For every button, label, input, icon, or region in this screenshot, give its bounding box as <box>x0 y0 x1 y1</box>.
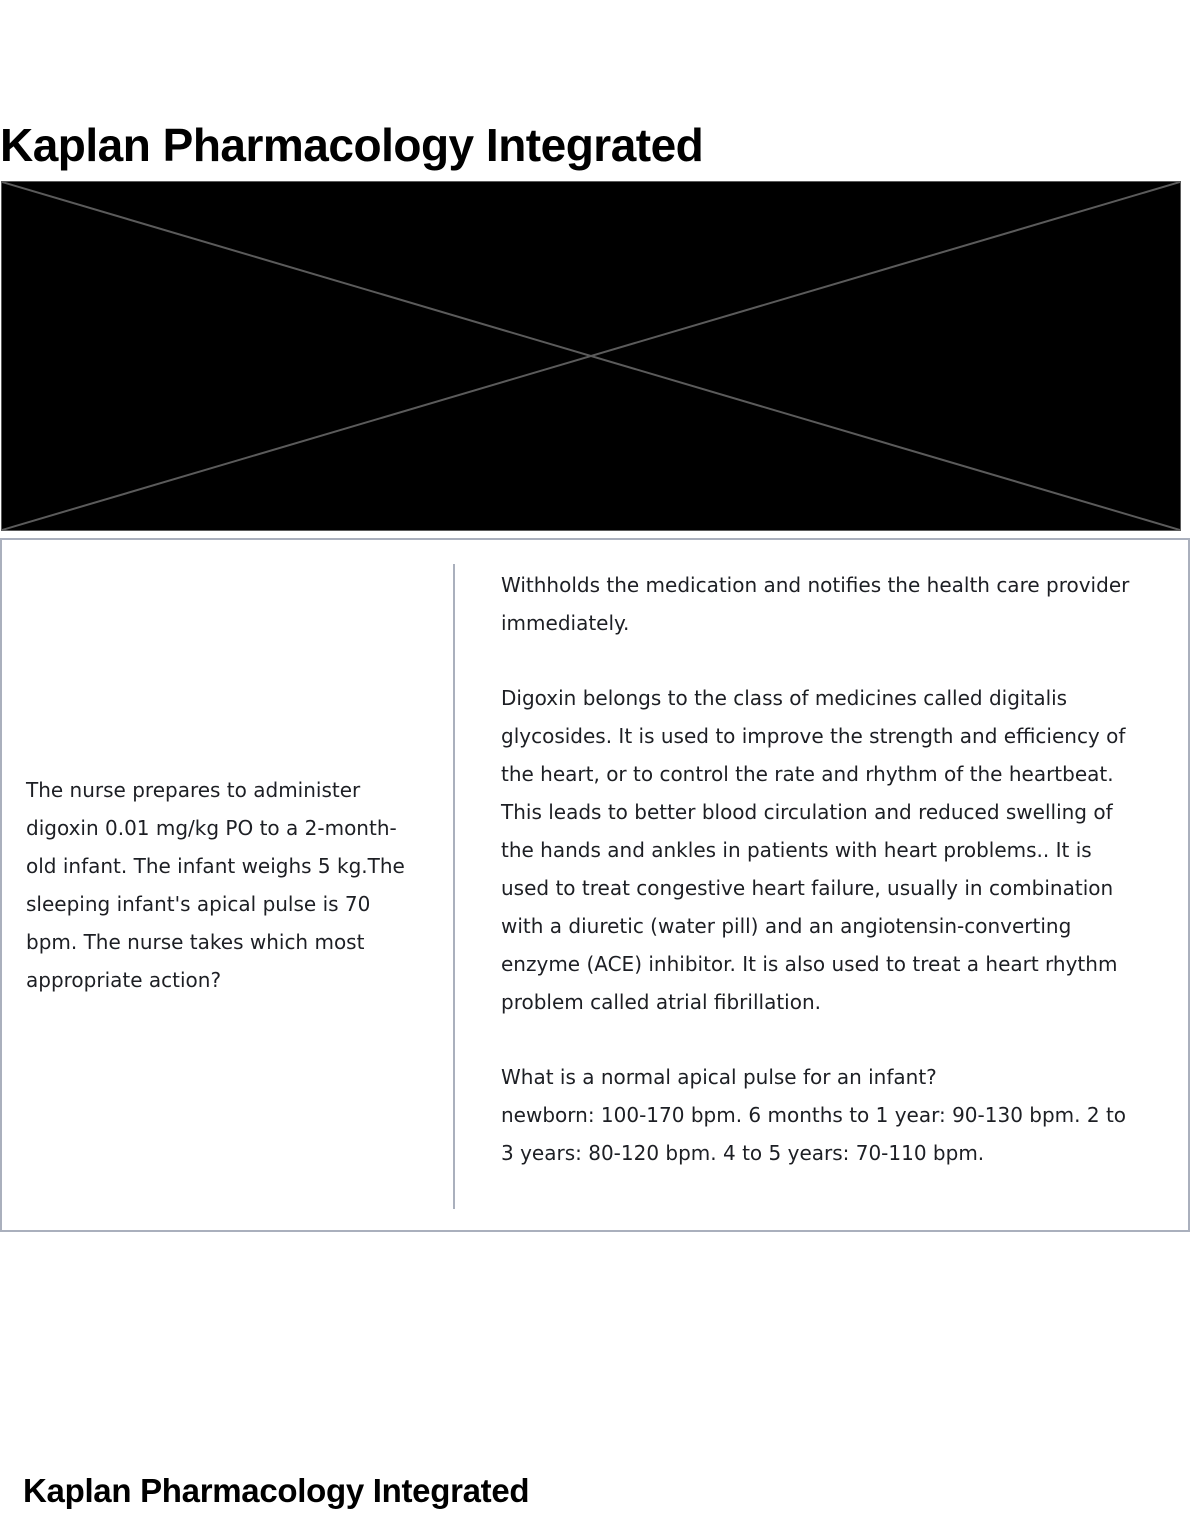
followup-answer: newborn: 100-170 bpm. 6 months to 1 year: 90-130 bpm. 2 to 3 years: 80-120 bpm. 4 to 5 years: 70-110 bpm. <box>501 1103 1127 1165</box>
image-placeholder <box>1 181 1181 531</box>
flashcard[interactable] <box>0 538 1190 1232</box>
column-divider <box>453 564 455 1209</box>
followup-question: What is a normal apical pulse for an infant? <box>501 1065 937 1089</box>
answer-text: Withholds the medication and notifies the health care provider immediately. <box>501 573 1130 635</box>
broken-image-icon <box>2 182 1180 530</box>
question-text: The nurse prepares to administer digoxin 0.01 mg/kg PO to a 2-month-old infant. The infant weighs 5 kg.The sleeping infant's apical pulse is 70 bpm. The nurse takes which most appropriate action? <box>26 778 405 992</box>
followup-block <box>501 1058 1141 1172</box>
answer-column <box>501 566 1141 1172</box>
question-column <box>26 540 426 1230</box>
explanation-text: Digoxin belongs to the class of medicines called digitalis glycosides. It is used to improve the strength and efficiency of the heart, or to control the rate and rhythm of the heartbeat. This leads to better blood circulation and reduced swelling of the hands and ankles in patients with heart problems.. It is used to treat congestive heart failure, usually in combination with a diuretic (water pill) and an angiotensin-converting enzyme (ACE) inhibitor. It is also used to treat a heart rhythm problem called atrial fibrillation. <box>501 686 1126 1014</box>
page-title: Kaplan Pharmacology Integrated <box>0 119 704 171</box>
footer-title: Kaplan Pharmacology Integrated <box>23 1472 530 1509</box>
